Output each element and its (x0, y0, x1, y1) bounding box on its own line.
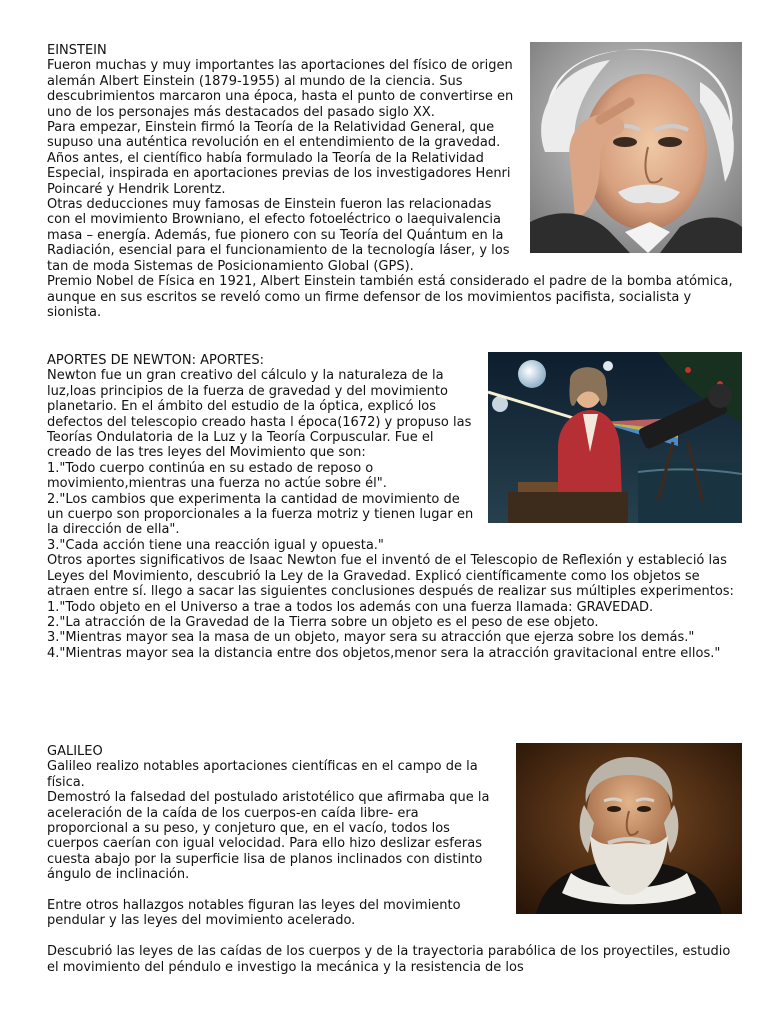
galileo-paragraph: Galileo realizo notables aportaciones científicas en el campo de la física. (47, 759, 478, 790)
galileo-paragraph: Demostró la falsedad del postulado aristotélico que afirmaba que la aceleración de la caída de los cuerpos-en caída libre- era proporcional a su peso, y conjeturo que, en el vacío, todos los cuerpos caerían con igual velocidad. Para ello hizo deslizar esferas cuesta abajo por la superficie lisa de planos inclinados con distinto ángulo de inclinación. (47, 790, 490, 883)
galileo-paragraph: Entre otros hallazgos notables figuran las leyes del movimiento pendular y las leyes del movimiento acelerado. (47, 898, 461, 929)
einstein-portrait-image (530, 42, 742, 253)
newton-law: 2."Los cambios que experimenta la cantidad de movimiento de un cuerpo son proporcionales a la fuerza motriz y tienen lugar en la dirección de ella". (47, 491, 474, 538)
einstein-paragraph: Para empezar, Einstein firmó la Teoría de la Relatividad General, que supuso una auténtica revolución en el entendimiento de la gravedad. Años antes, el científico había formulado la Teoría de la Relatividad Especial, inspirada en aportaciones previas de los investigadores Henri Poincaré y Hendrik Lorentz. (47, 120, 511, 197)
einstein-heading: EINSTEIN (47, 43, 107, 58)
paragraph-spacer (47, 929, 737, 944)
newton-paragraph: Newton fue un gran creativo del cálculo y la naturaleza de la luz,loas principios de la fuerza de gravedad y del movimiento planetario. En el ámbito del estudio de la óptica, explicó los defectos del telescopio creado hasta l época(1672) y propuso las Teorías Ondulatoria de la Luz y la Teoría Corpuscular. Fue el creado de las tres leyes del Movimiento que son: (47, 368, 472, 461)
newton-conclusion: 2."La atracción de la Gravedad de la Tierra sobre un objeto es el peso de ese objeto. (47, 614, 599, 630)
galileo-portrait-image (516, 743, 742, 914)
einstein-paragraph: Otras deducciones muy famosas de Einstein fueron las relacionadas con el movimiento Browniano, el efecto fotoeléctrico o laequivalencia masa – energía. Además, fue pionero con su Teoría del Quántum en la Radiación, esencial para el funcionamiento de la tecnología láser, y los tan de moda Sistemas de Posicionamiento Global (GPS). (47, 197, 510, 274)
newton-illustration-image (488, 352, 742, 523)
galileo-paragraph: Descubrió las leyes de las caídas de los cuerpos y de la trayectoria parabólica de los proyectiles, estudio el movimiento del péndulo e investigo la mecánica y la resistencia de los (47, 944, 731, 975)
newton-law: 1."Todo cuerpo continúa en su estado de reposo o movimiento,mientras una fuerza no actúe sobre él". (47, 460, 387, 492)
einstein-section (47, 43, 737, 320)
galileo-section (47, 744, 737, 975)
newton-paragraph: Otros aportes significativos de Isaac Newton fue el inventó de el Telescopio de Reflexión y estableció las Leyes del Movimiento, descubrió la Ley de la Gravedad. Explicó científicamente como los objetos se atraen entre sí. llego a sacar las siguientes conclusiones después de realizar sus múltiples experimentos: (47, 553, 734, 600)
galileo-heading: GALILEO (47, 744, 103, 759)
newton-conclusion: 4."Mientras mayor sea la distancia entre dos objetos,menor sera la atracción gravitacional entre ellos." (47, 645, 721, 661)
newton-heading: APORTES DE NEWTON: APORTES: (47, 353, 264, 368)
einstein-paragraph: Fueron muchas y muy importantes las aportaciones del físico de origen alemán Albert Einstein (1879-1955) al mundo de la ciencia. Sus descubrimientos marcaron una época, hasta el punto de convertirse en uno de los personajes más destacados del pasado siglo XX. (47, 58, 514, 120)
newton-section (47, 353, 737, 661)
galileo-portrait-drawing (516, 743, 742, 914)
newton-illustration-drawing (488, 352, 742, 523)
einstein-paragraph: Premio Nobel de Física en 1921, Albert Einstein también está considerado el padre de la bomba atómica, aunque en sus escritos se reveló como un firme defensor de los movimientos pacifista, socialista y sionista. (47, 274, 733, 320)
newton-law: 3."Cada acción tiene una reacción igual y opuesta." (47, 537, 384, 553)
newton-conclusion: 3."Mientras mayor sea la masa de un objeto, mayor sera su atracción que ejerza sobre los demás." (47, 630, 695, 646)
newton-conclusion: 1."Todo objeto en el Universo a trae a todos los además con una fuerza llamada: GRAVEDAD. (47, 599, 654, 615)
einstein-portrait-drawing (530, 42, 742, 253)
